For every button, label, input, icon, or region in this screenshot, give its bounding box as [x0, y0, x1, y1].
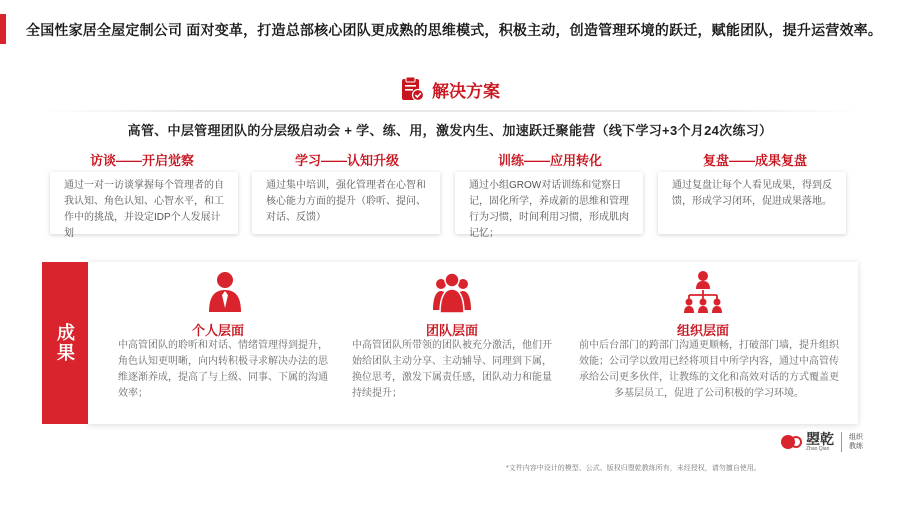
result-title-team: 团队层面 [426, 323, 479, 338]
stage-card-learning [252, 172, 440, 234]
solution-title: 解决方案 [432, 81, 500, 101]
stage-card-review [658, 172, 846, 234]
org-chart-icon [683, 270, 723, 314]
logo-brand: 曌乾 [806, 431, 834, 447]
logo-side-block [849, 433, 863, 451]
stage-card-training [455, 172, 643, 239]
stage-label-learning: 学习——认知升级 [295, 153, 400, 168]
logo-divider [841, 432, 842, 452]
stage-text: 通过集中培训，强化管理者在心智和核心能力方面的提升（聆听、提问、对话、反馈） [266, 180, 426, 223]
solution-header [0, 76, 900, 107]
logo-brand-block [806, 432, 834, 452]
stage-card-interview [50, 172, 238, 239]
results-label: 成果 [55, 323, 75, 363]
accent-bar [0, 14, 6, 44]
logo-mark-icon [780, 434, 802, 450]
results-label-block [42, 262, 88, 424]
result-title-organization: 组织层面 [677, 323, 730, 338]
result-text-personal: 中高管团队的聆听和对话、情绪管理得到提升，角色认知更明晰，向内转积极寻求解决办法的思维逐渐养成，提高了与上级、同事、下属的沟通效率； [118, 340, 328, 399]
stage-label-interview: 访谈——开启觉察 [90, 153, 195, 168]
stage-label-training: 训练——应用转化 [498, 153, 603, 168]
stage-text: 通过复盘让每个人看见成果，得到反馈，形成学习闭环，促进成果落地。 [672, 180, 832, 207]
company-logo [780, 432, 863, 452]
stage-text: 通过一对一访谈掌握每个管理者的自我认知、角色认知、心智水平，和工作中的挑战，并设定IDP个人发展计划 [64, 180, 224, 239]
result-text-team: 中高管团队所带领的团队被充分激活，他们开始给团队主动分享、主动辅导、同理到下属，换位思考，激发下属责任感，团队动力和能量持续提升； [352, 340, 552, 399]
logo-pinyin: Zhao Qian [806, 446, 830, 452]
result-title-personal: 个人层面 [192, 323, 245, 338]
stage-text: 通过小组GROW对话训练和觉察日记，固化所学，养成新的思维和管理行为习惯，时间利用习惯，形成肌肉记忆； [469, 180, 629, 239]
logo-side-top: 组织 [849, 434, 863, 441]
stage-label-review: 复盘——成果复盘 [703, 153, 808, 168]
page-headline: 全国性家居全屋定制公司 面对变革，打造总部核心团队更成熟的思维模式，积极主动，创造管理环境的跃迁，赋能团队，提升运营效率。 [26, 22, 883, 38]
copyright-footnote: *文件内容中设计的模型、公式、版权归曌乾教练所有，未经授权，请勿擅自使用。 [506, 465, 761, 472]
team-icon [432, 270, 472, 314]
person-icon [205, 270, 245, 314]
logo-side-bottom: 教练 [849, 443, 863, 450]
divider [40, 110, 860, 112]
result-text-organization: 前中后台部门的跨部门沟通更顺畅，打破部门墙，提升组织效能；公司学以致用已经将项目中所学内容，通过中高管传承给公司更多伙伴，让教练的文化和高效对话的方式覆盖更多基层员工，促进了公司积极的学习环境。 [579, 340, 839, 399]
clipboard-check-icon [400, 76, 424, 102]
solution-subtitle: 高管、中层管理团队的分层级启动会 + 学、练、用，激发内生、加速跃迁聚能营（线下学习+3个月24次练习） [127, 123, 773, 138]
